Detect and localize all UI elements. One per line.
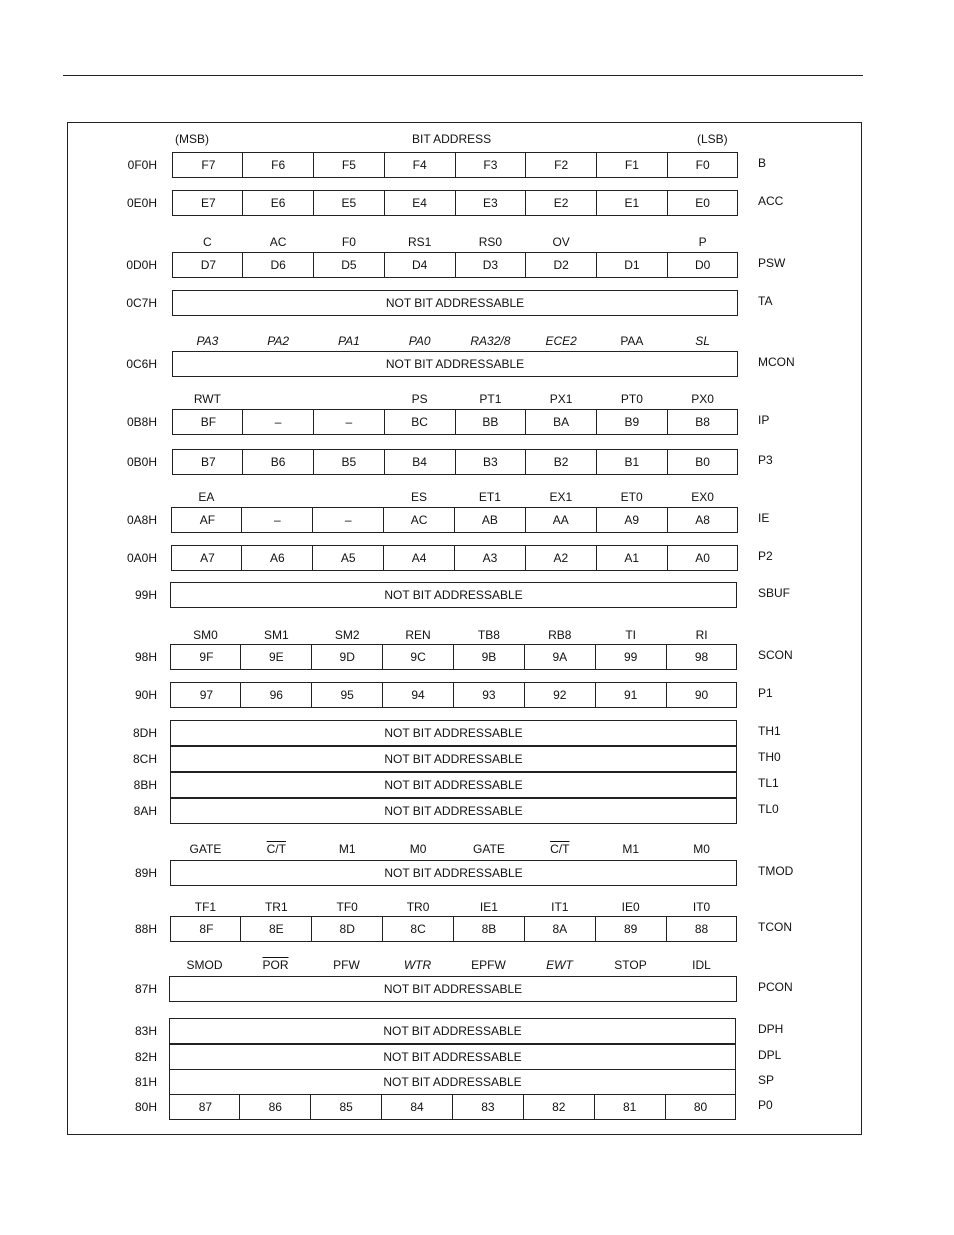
not-bit-addressable-label: NOT BIT ADDRESSABLE	[383, 1050, 522, 1064]
bit-address-cell: A4	[383, 546, 454, 570]
not-bit-addressable-label: NOT BIT ADDRESSABLE	[385, 296, 525, 310]
bit-name-label: $\overline{POR}$	[262, 958, 289, 972]
bit-name-label: RS0	[478, 235, 503, 249]
register-name: TCON	[758, 920, 792, 934]
register-address: 80H	[134, 1100, 157, 1114]
bit-address-cell: BF	[200, 415, 217, 429]
register-name: TL1	[758, 776, 779, 790]
bit-address-cell: –	[241, 508, 312, 532]
bit-address-cell: B4	[384, 450, 455, 474]
bit-address-cell: 9D	[311, 645, 382, 669]
bit-address-cell: E7	[201, 196, 216, 210]
bit-name-label: EX1	[549, 490, 573, 504]
bit-address-cell: 8B	[453, 917, 524, 941]
bit-name-label: IDL	[692, 958, 711, 972]
bit-address-title: BIT ADDRESS	[412, 132, 492, 146]
bit-address-cell: D6	[242, 253, 313, 277]
bit-address-cell: D4	[384, 253, 455, 277]
register-address: 0A8H	[126, 513, 157, 527]
register-name: PCON	[758, 980, 793, 994]
register-mcon-box	[172, 351, 738, 377]
bit-name-label: OV	[552, 235, 570, 249]
register-address: 0D0H	[126, 258, 157, 272]
register-address: 0C7H	[126, 296, 157, 310]
bit-address-cell: F6	[242, 153, 313, 177]
bit-name-label: ECE2	[545, 334, 577, 348]
bit-name-label: EA	[198, 490, 215, 504]
bit-address-cell: 83	[452, 1095, 523, 1119]
bit-address-cell: 9E	[240, 645, 311, 669]
register-pcon-box	[169, 976, 737, 1002]
bit-name-label: SMOD	[186, 958, 223, 972]
register-scon-box	[170, 644, 737, 670]
bit-address-cell: A7	[200, 551, 215, 565]
bit-address-cell: B7	[201, 455, 216, 469]
bit-address-cell: 98	[666, 645, 737, 669]
register-dpl-box	[169, 1044, 736, 1070]
bit-name-label: M0	[409, 842, 427, 856]
bit-name-label: ES	[411, 490, 428, 504]
register-name: P3	[758, 453, 773, 467]
register-address: 8BH	[133, 778, 157, 792]
register-tmod-box	[170, 860, 737, 886]
register-name: SCON	[758, 648, 793, 662]
register-tl0-box	[170, 798, 737, 824]
lsb-label: (LSB)	[697, 132, 728, 146]
bit-address-cell: B0	[667, 450, 738, 474]
register-address: 0A0H	[126, 551, 157, 565]
bit-name-label: TB8	[477, 628, 500, 642]
bit-name-label: PX0	[691, 392, 714, 406]
bit-address-cell: 87	[198, 1100, 213, 1114]
bit-address-cell: A9	[596, 508, 667, 532]
bit-address-cell: 8D	[311, 917, 382, 941]
register-address: 0E0H	[126, 196, 157, 210]
register-name: TH0	[758, 750, 781, 764]
bit-address-cell: A2	[525, 546, 596, 570]
bit-address-cell: F1	[596, 153, 667, 177]
bit-name-label: PT1	[479, 392, 502, 406]
bit-name-label: WTR	[403, 958, 432, 972]
bit-name-label: C	[203, 235, 212, 249]
register-name: ACC	[758, 194, 784, 208]
bit-name-label: C/T	[266, 842, 286, 856]
register-tcon-box	[170, 916, 737, 942]
register-name: TMOD	[758, 864, 794, 878]
register-psw-box	[172, 252, 738, 278]
bit-name-label: RB8	[548, 628, 572, 642]
register-name: P1	[758, 686, 773, 700]
not-bit-addressable-label: NOT BIT ADDRESSABLE	[384, 866, 523, 880]
bit-name-label: M0	[693, 842, 710, 856]
bit-address-cell: D0	[667, 253, 738, 277]
bit-address-cell: D1	[596, 253, 667, 277]
bit-address-cell: E6	[242, 191, 313, 215]
bit-name-label: RWT	[193, 392, 221, 406]
bit-name-label: TR0	[406, 900, 430, 914]
bit-name-label: PA2	[267, 334, 290, 348]
register-sp-box	[169, 1069, 736, 1095]
bit-name-label: F0	[341, 235, 356, 249]
bit-address-cell: 82	[523, 1095, 594, 1119]
not-bit-addressable-label: NOT BIT ADDRESSABLE	[384, 752, 523, 766]
bit-address-cell: F3	[455, 153, 526, 177]
bit-address-cell: AF	[199, 513, 216, 527]
register-name: B	[758, 156, 767, 170]
register-name: MCON	[758, 355, 795, 369]
bit-address-cell: A3	[454, 546, 525, 570]
bit-name-label: PA3	[196, 334, 219, 348]
register-name: IP	[758, 413, 770, 427]
bit-address-cell: E3	[455, 191, 526, 215]
bit-name-label: IE0	[621, 900, 640, 914]
bit-address-cell: 8C	[382, 917, 453, 941]
register-acc-box	[172, 190, 738, 216]
not-bit-addressable-label: NOT BIT ADDRESSABLE	[384, 804, 523, 818]
bit-name-label: IT0	[692, 900, 711, 914]
bit-name-label: TI	[625, 628, 637, 642]
bit-address-cell: 9A	[524, 645, 595, 669]
register-name: SP	[758, 1073, 775, 1087]
bit-address-cell: BA	[525, 410, 596, 434]
bit-address-cell: AA	[525, 508, 596, 532]
register-address: 99H	[134, 588, 157, 602]
register-address: 90H	[134, 688, 157, 702]
register-name: PSW	[758, 256, 786, 270]
not-bit-addressable-label: NOT BIT ADDRESSABLE	[384, 778, 523, 792]
register-address: 88H	[134, 922, 157, 936]
register-name: IE	[758, 511, 770, 525]
bit-name-label: RI	[695, 628, 708, 642]
register-p2-box	[171, 545, 738, 571]
bit-name-label: C/T	[550, 842, 570, 856]
bit-name-label: PT0	[620, 392, 643, 406]
bit-address-cell: 9C	[382, 645, 453, 669]
bit-address-cell: 91	[595, 683, 666, 707]
register-address: 0B8H	[126, 415, 157, 429]
register-address: 8AH	[133, 804, 157, 818]
bit-address-cell: 84	[381, 1095, 452, 1119]
bit-address-cell: 94	[382, 683, 453, 707]
bit-address-cell: E0	[667, 191, 738, 215]
bit-address-cell: B9	[596, 410, 667, 434]
bit-address-cell: A0	[667, 546, 738, 570]
not-bit-addressable-label: NOT BIT ADDRESSABLE	[385, 357, 525, 371]
bit-address-cell: B5	[313, 450, 384, 474]
bit-name-label: SM2	[334, 628, 360, 642]
bit-address-cell: 93	[453, 683, 524, 707]
bit-address-cell: 81	[594, 1095, 665, 1119]
bit-address-cell: B8	[667, 410, 738, 434]
bit-address-cell: –	[313, 410, 384, 434]
bit-address-cell: A8	[667, 508, 738, 532]
register-address: 81H	[134, 1075, 157, 1089]
register-address: 89H	[134, 866, 157, 880]
bit-address-cell: 80	[665, 1095, 736, 1119]
register-ip-box	[172, 409, 738, 435]
register-tl1-box	[170, 772, 737, 798]
bit-address-cell: F2	[525, 153, 596, 177]
bit-address-cell: 92	[524, 683, 595, 707]
bit-address-cell: 9B	[453, 645, 524, 669]
bit-name-label: IE1	[479, 900, 498, 914]
bit-name-label: EX0	[691, 490, 714, 504]
register-address: 87H	[134, 982, 157, 996]
register-th1-box	[170, 720, 737, 746]
bit-address-cell: 96	[240, 683, 311, 707]
bit-address-cell: 90	[666, 683, 737, 707]
bit-name-label: STOP	[614, 958, 647, 972]
bit-name-label: PS	[411, 392, 428, 406]
register-address: 8DH	[132, 726, 157, 740]
bit-address-cell: –	[242, 410, 313, 434]
bit-address-cell: E5	[313, 191, 384, 215]
bit-address-cell: 95	[311, 683, 382, 707]
bit-name-label: SL	[695, 334, 710, 348]
bit-address-cell: B3	[455, 450, 526, 474]
not-bit-addressable-label: NOT BIT ADDRESSABLE	[384, 726, 523, 740]
register-name: TA	[758, 294, 773, 308]
bit-name-label: SM1	[263, 628, 289, 642]
bit-address-cell: F5	[313, 153, 384, 177]
bit-address-cell: 89	[595, 917, 666, 941]
not-bit-addressable-label: NOT BIT ADDRESSABLE	[384, 588, 523, 602]
bit-address-cell: 9F	[199, 650, 214, 664]
register-name: TL0	[758, 802, 779, 816]
not-bit-addressable-label: NOT BIT ADDRESSABLE	[383, 982, 523, 996]
register-th0-box	[170, 746, 737, 772]
register-name: DPH	[758, 1022, 784, 1036]
bit-address-cell: F4	[384, 153, 455, 177]
bit-address-cell: E2	[525, 191, 596, 215]
register-dph-box	[169, 1018, 736, 1044]
bit-address-cell: 85	[310, 1095, 381, 1119]
bit-address-cell: 97	[199, 688, 214, 702]
register-ta-box	[172, 290, 738, 316]
bit-address-cell: E4	[384, 191, 455, 215]
register-name: P0	[758, 1098, 773, 1112]
bit-address-cell: D3	[455, 253, 526, 277]
bit-name-label: PAA	[620, 334, 644, 348]
register-address: 8CH	[132, 752, 157, 766]
register-address: 83H	[134, 1024, 157, 1038]
bit-name-label: EWT	[546, 958, 573, 972]
bit-name-label: RS1	[407, 235, 432, 249]
not-bit-addressable-label: NOT BIT ADDRESSABLE	[383, 1024, 522, 1038]
register-p1-box	[170, 682, 737, 708]
bit-address-cell: F0	[667, 153, 738, 177]
register-name: TH1	[758, 724, 781, 738]
bit-address-cell: 8E	[240, 917, 311, 941]
bit-address-cell: E1	[596, 191, 667, 215]
register-name: DPL	[758, 1048, 782, 1062]
bit-address-cell: 88	[666, 917, 737, 941]
bit-name-label: IT1	[551, 900, 569, 914]
bit-address-cell: 86	[239, 1095, 310, 1119]
bit-address-cell: A1	[596, 546, 667, 570]
bit-address-cell: A6	[241, 546, 312, 570]
bit-address-cell: B1	[596, 450, 667, 474]
bit-address-cell: D7	[200, 258, 217, 272]
bit-name-label: PFW	[333, 958, 360, 972]
bit-address-cell: F7	[201, 158, 216, 172]
bit-name-label: SM0	[193, 628, 218, 642]
bit-name-label: TF0	[336, 900, 358, 914]
bit-address-cell: 8F	[199, 922, 214, 936]
register-address: 82H	[134, 1050, 157, 1064]
bit-name-label: EPFW	[471, 958, 506, 972]
register-name: SBUF	[758, 586, 791, 600]
bit-address-cell: B6	[242, 450, 313, 474]
bit-address-cell: D5	[313, 253, 384, 277]
bit-address-cell: 8A	[524, 917, 595, 941]
bit-name-label: REN	[405, 628, 431, 642]
bit-name-label: P	[698, 235, 707, 249]
bit-address-cell: AB	[454, 508, 525, 532]
bit-address-cell: A5	[312, 546, 383, 570]
bit-name-label: AC	[269, 235, 287, 249]
bit-address-cell: –	[312, 508, 383, 532]
bit-name-label: ET1	[478, 490, 501, 504]
register-p3-box	[172, 449, 738, 475]
register-b-box	[172, 152, 738, 178]
top-rule	[63, 75, 863, 76]
bit-name-label: PA1	[337, 334, 360, 348]
bit-name-label: GATE	[473, 842, 505, 856]
register-sbuf-box	[170, 582, 737, 608]
register-name: P2	[758, 549, 773, 563]
register-ie-box	[171, 507, 738, 533]
bit-address-cell: D2	[525, 253, 596, 277]
register-address: 0C6H	[126, 357, 157, 371]
bit-address-cell: AC	[383, 508, 454, 532]
bit-name-label: RA32/8	[470, 334, 511, 348]
bit-name-label: M1	[338, 842, 356, 856]
bit-name-label: TR1	[264, 900, 288, 914]
register-address: 98H	[134, 650, 157, 664]
bit-name-label: M1	[622, 842, 640, 856]
bit-address-cell: BB	[455, 410, 526, 434]
bit-name-label: TF1	[194, 900, 217, 914]
register-p0-box	[169, 1094, 736, 1120]
bit-name-label: PX1	[549, 392, 573, 406]
bit-name-label: PA0	[408, 334, 431, 348]
bit-address-cell: BC	[384, 410, 455, 434]
bit-name-label: GATE	[189, 842, 222, 856]
bit-address-cell: B2	[525, 450, 596, 474]
bit-name-label: ET0	[620, 490, 643, 504]
msb-label: (MSB)	[175, 132, 209, 146]
bit-address-cell: 99	[595, 645, 666, 669]
register-address: 0B0H	[126, 455, 157, 469]
not-bit-addressable-label: NOT BIT ADDRESSABLE	[383, 1075, 522, 1089]
register-address: 0F0H	[127, 158, 157, 172]
